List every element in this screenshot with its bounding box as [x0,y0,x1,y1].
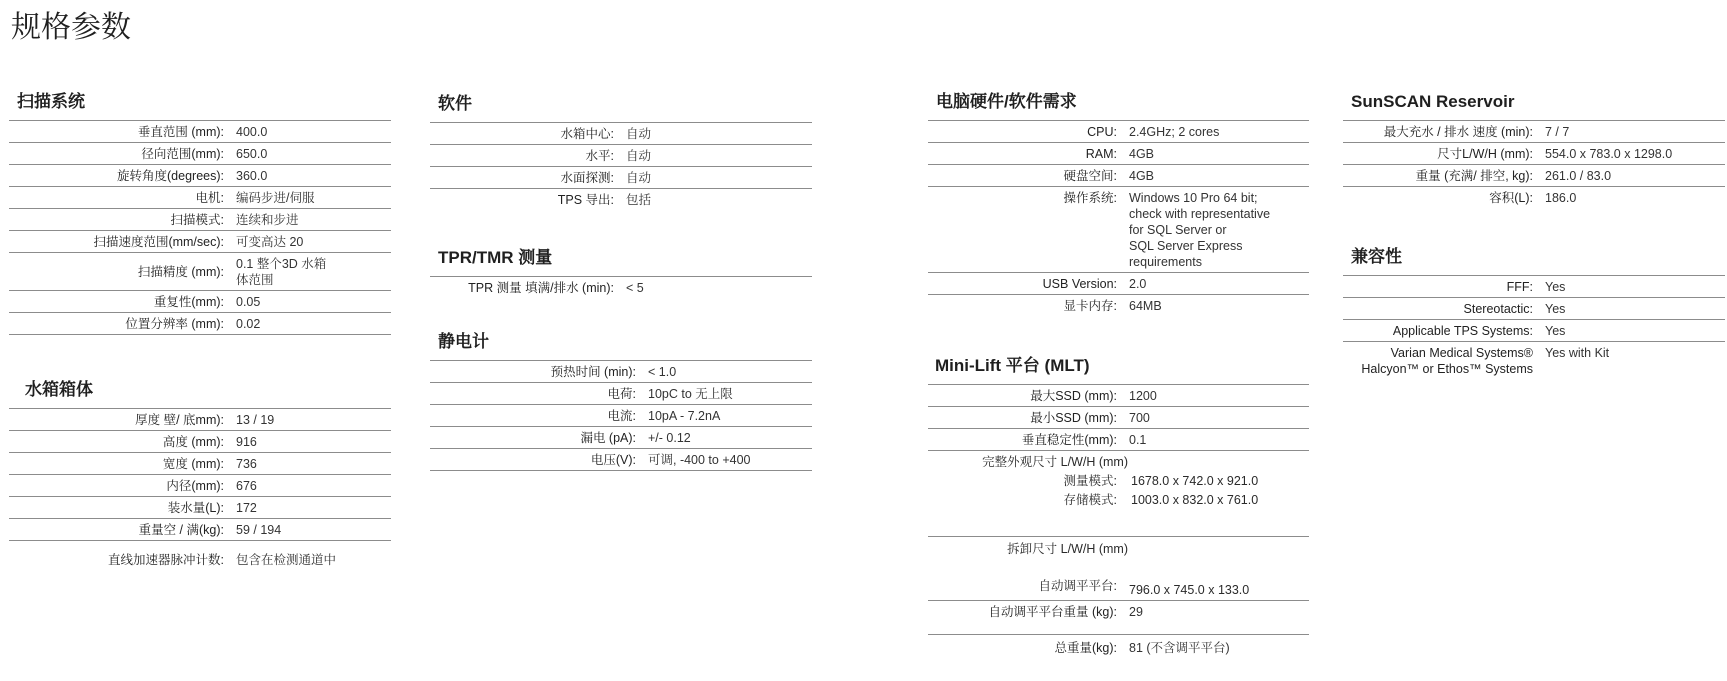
overall-dimensions-block [928,451,1309,537]
spec-row [430,145,812,167]
spec-value: < 5 [626,281,644,295]
spec-value: 400.0 [236,125,268,139]
spec-value: 172 [236,501,257,515]
spec-value: 650.0 [236,147,268,161]
spec-label: Applicable TPS Systems: [1392,324,1533,338]
spec-row [9,497,391,519]
compatibility-title: 兼容性 [1343,247,1725,276]
spec-row [430,189,812,210]
spec-row [928,187,1309,273]
spec-row [1343,320,1725,342]
spec-value: 261.0 / 83.0 [1545,169,1612,183]
spec-label: 漏电 (pA): [580,431,636,445]
spec-label: 宽度 (mm): [162,457,224,471]
spec-value: 0.1 整个3D 水箱 体范围 [236,257,327,287]
spec-row [9,541,391,570]
spec-value: 700 [1129,411,1150,425]
spec-value: Yes [1545,324,1566,338]
spec-row [430,427,812,449]
spec-label: TPR 测量 填满/排水 (min): [468,281,614,295]
spec-value: 自动 [626,127,652,141]
spec-value: 360.0 [236,169,268,183]
spec-value: 自动 [626,171,652,185]
spec-label: 电压(V): [590,453,636,467]
spec-value: +/- 0.12 [648,431,691,445]
sub-label: 存储模式: [1063,493,1117,507]
spec-label: 操作系统: [1063,191,1117,205]
spec-label: 装水量(L): [167,501,224,515]
spec-value: 包括 [626,193,652,207]
spec-row [9,209,391,231]
spec-label: 重量空 / 满(kg): [138,523,224,537]
spec-label: 径向范围(mm): [141,147,224,161]
spec-label: 旋转角度(degrees): [117,169,224,183]
spec-value: 可调, -400 to +400 [648,453,751,467]
computer-title: 电脑硬件/软件需求 [928,92,1309,121]
spec-row [1343,121,1725,143]
tank-section [9,380,391,570]
spec-row [928,295,1309,316]
spec-row [928,121,1309,143]
spec-value: Yes [1545,302,1566,316]
spec-row [9,453,391,475]
spec-row [9,231,391,253]
spec-row [9,165,391,187]
spec-row [430,123,812,145]
mlt-section [928,356,1309,658]
spec-row [928,273,1309,295]
spec-value: 2.4GHz; 2 cores [1129,125,1220,139]
spec-label: 电机: [195,191,224,205]
spec-row [1343,298,1725,320]
spec-label: 位置分辨率 (mm): [125,317,224,331]
spec-label: 电荷: [607,387,636,401]
spec-label: Varian Medical Systems® Halcyon™ or Ethos™ Systems [1361,346,1533,376]
spec-value: 自动 [626,149,652,163]
spec-value: 736 [236,457,257,471]
overall-dimensions-label: 完整外观尺寸 L/W/H (mm) [982,455,1128,469]
spec-label: 最小SSD (mm): [1030,411,1117,425]
spec-label: TPS 导出: [557,193,614,207]
page-title: 规格参数 [11,11,131,44]
spec-label: 最大充水 / 排水 速度 (min): [1383,125,1533,139]
software-title: 软件 [430,94,812,123]
spec-label: 重量 (充满/ 排空, kg): [1415,169,1533,183]
spec-value: 554.0 x 783.0 x 1298.0 [1545,147,1673,161]
mlt-title: Mini-Lift 平台 (MLT) [928,356,1309,385]
sub-row [928,472,1309,491]
spec-row [430,167,812,189]
spec-row [928,165,1309,187]
computer-section [928,92,1309,316]
spec-value: 186.0 [1545,191,1577,205]
spec-value: 0.05 [236,295,261,309]
spec-value: 10pA - 7.2nA [648,409,721,423]
spec-label: 扫描模式: [170,213,224,227]
spec-value: 4GB [1129,169,1155,183]
spec-label: Stereotactic: [1463,302,1533,316]
spec-label: 预热时间 (min): [550,365,636,379]
spec-label: 硬盘空间: [1063,169,1117,183]
spec-label: 水箱中心: [560,127,614,141]
spec-label: 厚度 壁/ 底mm): [135,413,224,427]
spec-value: 676 [236,479,257,493]
sub-row [928,578,1309,600]
spec-label: CPU: [1087,125,1117,139]
spec-label: 重复性(mm): [153,295,224,309]
spec-row [9,313,391,335]
spec-label: 容积(L): [1489,191,1533,205]
reservoir-title: SunSCAN Reservoir [1343,92,1725,121]
spec-value: 1200 [1129,389,1157,403]
spec-value: 7 / 7 [1545,125,1570,139]
spec-label: 直线加速器脉冲计数: [108,553,224,567]
sub-label: 测量模式: [1063,474,1117,488]
compatibility-section [1343,247,1725,379]
spec-value: Windows 10 Pro 64 bit; check with representative for SQL Server or SQL Server Express requirements [1129,191,1271,269]
spec-row [430,361,812,383]
spec-label: 垂直范围 (mm): [137,125,224,139]
spec-row [1343,165,1725,187]
total-weight-value: 81 (不含调平平台) [1129,641,1230,655]
spec-value: Yes with Kit [1545,346,1610,360]
spec-value: < 1.0 [648,365,677,379]
tpr-title: TPR/TMR 测量 [430,248,812,277]
scan-system-section [9,92,391,335]
spec-label: 显卡内存: [1063,299,1117,313]
spec-row [9,431,391,453]
spec-value: 64MB [1129,299,1162,313]
spec-row [430,277,812,298]
spec-label: 电流: [607,409,636,423]
sub-row [928,491,1309,510]
autolevel-weight-value: 29 [1129,605,1143,619]
spec-row [1343,143,1725,165]
spec-row [928,407,1309,429]
sub-value: 1678.0 x 742.0 x 921.0 [1131,474,1259,488]
spec-row [430,383,812,405]
spec-row [9,121,391,143]
spec-row [430,405,812,427]
autolevel-label: 自动调平平台: [1038,579,1117,593]
spec-value: 包含在检测通道中 [236,553,337,567]
spec-label: 水平: [585,149,614,163]
scan-system-title: 扫描系统 [9,92,391,121]
spec-label: RAM: [1085,147,1117,161]
spec-label: 高度 (mm): [162,435,224,449]
spec-row [9,187,391,209]
sub-value: 1003.0 x 832.0 x 761.0 [1131,493,1259,507]
spec-value: 0.1 [1129,433,1147,447]
spec-label: 扫描精度 (mm): [137,265,224,279]
spec-value: 0.02 [236,317,261,331]
spec-row [1343,187,1725,208]
spec-row [928,143,1309,165]
spec-label: 尺寸L/W/H (mm): [1437,147,1533,161]
spec-label: 扫描速度范围(mm/sec): [93,235,224,249]
software-section [430,94,812,210]
spec-row [9,291,391,313]
autolevel-value: 796.0 x 745.0 x 133.0 [1129,583,1250,597]
autolevel-weight-label: 自动调平平台重量 (kg): [988,605,1117,619]
spec-label: 最大SSD (mm): [1030,389,1117,403]
spec-value: 编码步进/伺服 [236,191,315,205]
spec-label: 垂直稳定性(mm): [1021,433,1117,447]
spec-value: 4GB [1129,147,1155,161]
spec-value: 连续和步进 [236,213,299,227]
electrometer-title: 静电计 [430,332,812,361]
spec-row [1343,276,1725,298]
tank-title: 水箱箱体 [9,380,391,409]
spec-row [9,519,391,541]
spec-row [928,385,1309,407]
tpr-section [430,248,812,298]
spec-row [9,253,391,291]
spec-label: 内径(mm): [166,479,224,493]
spec-row [430,449,812,471]
spec-value: 2.0 [1129,277,1147,291]
spec-value: 13 / 19 [236,413,275,427]
spec-value: 916 [236,435,257,449]
removed-dimensions-block [928,537,1309,601]
spec-value: 59 / 194 [236,523,282,537]
spec-row [928,429,1309,451]
electrometer-section [430,332,812,471]
reservoir-section [1343,92,1725,208]
total-weight-label: 总重量(kg): [1054,641,1117,655]
spec-row [928,635,1309,658]
spec-row [1343,342,1725,379]
spec-row [928,601,1309,635]
spec-value: 10pC to 无上限 [648,387,733,401]
spec-label: FFF: [1506,280,1533,294]
spec-label: USB Version: [1042,277,1117,291]
removed-dimensions-label: 拆卸尺寸 L/W/H (mm) [1007,542,1128,556]
spec-row [9,475,391,497]
spec-row [9,409,391,431]
spec-label: 水面探测: [560,171,614,185]
spec-value: 可变高达 20 [236,235,304,249]
spec-row [9,143,391,165]
spec-value: Yes [1545,280,1566,294]
